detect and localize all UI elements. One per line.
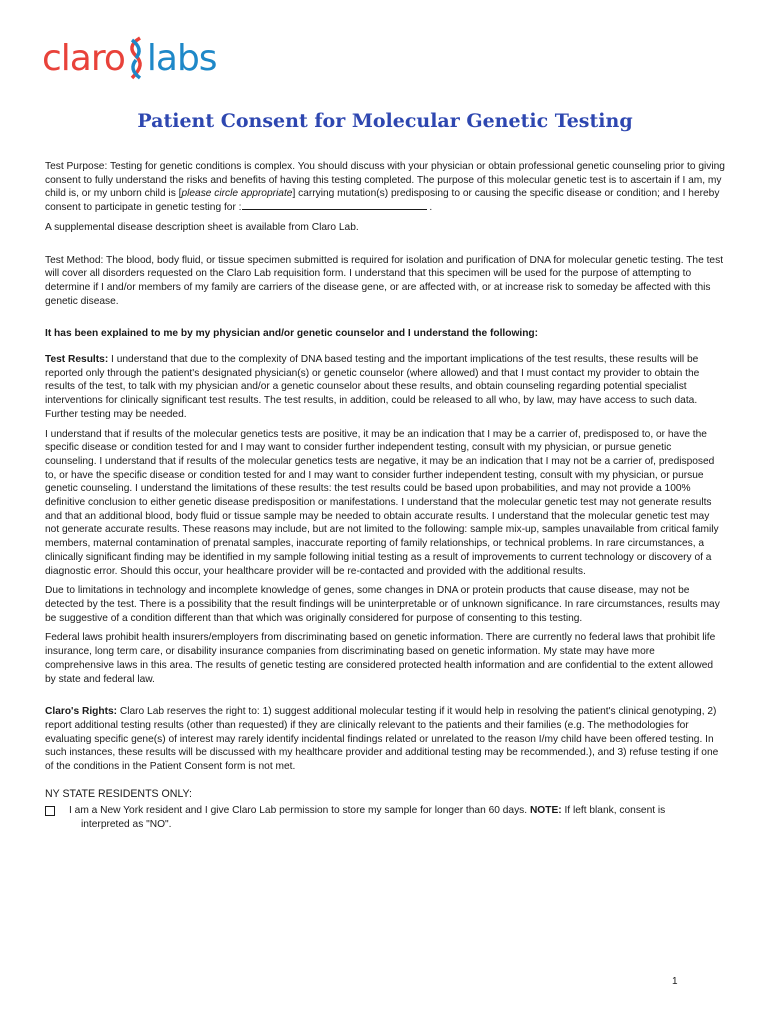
claro-rights-label: Claro's Rights: — [45, 706, 118, 718]
test-method-label: Test Method: — [45, 254, 104, 266]
page-number: 1 — [672, 976, 678, 987]
note-label: NOTE: — [529, 805, 562, 817]
ny-consent-text: I am a New York resident and I give Claro Lab permission to store my sample for longer than 60 days. NOTE: If left blank, consent is interpreted as "NO". — [69, 805, 666, 831]
limitations-paragraph: Due to limitations in technology and incomplete knowledge of genes, some changes in DNA or protein products that cause disease, may not be detected by the test. There is a possibility that the result findings will be uninterpretable or of unknown significance. In rare circumstances, results may be suggestive of a condition different than that which was originally considered for purpose of consenting to this testing. — [45, 585, 720, 624]
explained-heading: It has been explained to me by my physician and/or genetic counselor and I understand the following: — [45, 328, 539, 340]
logo-labs-text: labs — [146, 37, 217, 79]
ny-consent-checkbox[interactable] — [45, 806, 55, 816]
ny-consent-row — [45, 804, 725, 831]
dna-helix-icon — [128, 36, 144, 80]
federal-laws-paragraph: Federal laws prohibit health insurers/employers from discriminating based on genetic information. There are currently no federal laws that prohibit life insurance, long term care, or disability insurance companies from discriminating based on genetic information. My state may have more comprehensive laws in this area. The results of genetic testing are considered protected health information and are confidential to the extent allowed by state and federal law. — [45, 632, 716, 685]
supplemental-note: A supplemental disease description sheet is available from Claro Lab. — [45, 221, 359, 233]
logo-claro-text: claro — [42, 37, 125, 79]
test-purpose-paragraph: Test Purpose: Testing for genetic conditions is complex. You should discuss with your physician or obtain professional genetic counseling prior to giving consent to fully understand the risks and benefits of having this testing completed. The purpose of this molecular genetic test is to ascertain if I am, my child is, or my unborn child is [please circle appropriate] carrying mutation(s) predisposing to or causing the specific disease or condition; and I hereby consent to participate in genetic testing for : . — [45, 161, 725, 214]
test-purpose-label: Test Purpose — [45, 161, 105, 172]
test-results-paragraph: Test Results: I understand that due to the complexity of DNA based testing and the important implications of the test results, these results will be reported only through the patient's designated physician(s) or genetic counselor (where allowed) and that I must contact my provider to obtain the results of the test, to talk with my physician and/or a genetic counselor about these results, and obtain counseling regarding potential specialist interventions for clinically significant test results. The test results, in addition, could be released to all who, by law, may have access to such data. Further testing may be needed. — [45, 354, 700, 420]
document-title: Patient Consent for Molecular Genetic Testing — [137, 110, 633, 132]
test-results-label: Test Results: — [45, 354, 109, 366]
test-method-paragraph: Test Method: The blood, body fluid, or tissue specimen submitted is required for isolation and purification of DNA for molecular genetic testing. The test will cover all disorders requested on the Claro Lab requisition form. I understand that this specimen will be used for the purpose of attempting to determine if I and/or members of my family are carriers of the disease gene, or are affected with, or at increase risk to someday be affected with this genetic disease. — [45, 254, 724, 307]
claro-labs-logo — [42, 34, 217, 82]
claro-rights-paragraph: Claro's Rights: Claro Lab reserves the right to: 1) suggest additional molecular testing if it would help in resolving the patient's clinical genotyping, 2) report additional testing results (other than requested) if they are clinically relevant to the patients and their families (e.g. The methodologies for evaluating specific gene(s) of interest may rarely identify incidental findings related or unrelated to the reason I/my child have been offered testing. In such instances, these results will be discussed with my healthcare provider and additional testing may be recommended.), and 3) refuse testing if one of the conditions in the Patient Consent form is not met. — [45, 706, 719, 773]
consent-body — [45, 160, 725, 832]
results-interpretation-paragraph: I understand that if results of the molecular genetics tests are positive, it may be an indication that I may be a carrier of, predisposed to, or have the specific disease or condition tested for and I may want to consider further independent testing, consult with my physician, or pursue genetic counseling. I understand that if results of the molecular genetics tests are negative, it may be an indication that I may not be a carrier of, predisposed to, or have the specific disease or condition tested for and I may want to consider further independent testing, consult with my physician, or pursue genetic counseling. I understand the limitations of these results: the test results could be based upon probabilities, and may not provide a 100% definitive conclusion to either genetic disease predisposition or manifestations. I understand that the molecular genetic test may not generate results and that an additional blood, body fluid or tissue sample may be needed to obtain accurate results. I understand that the molecular genetic test may not generate accurate results. These reasons may include, but are not limited to the following: sample mix-up, samples unavailable from critical family members, maternal contamination of prenatal samples, inaccurate reporting of family relationships, or technical problems. In rare circumstances, a clinically significant finding may be identified in my sample following initial testing as a result of improvements to current technology or discovery of a diagnostic error. Should this occur, your healthcare provider will be re-contacted and provided with the additional results. — [45, 428, 719, 577]
genetic-testing-blank-field[interactable] — [242, 201, 427, 210]
circle-instruction: please circle appropriate — [181, 188, 293, 200]
ny-residents-heading: NY STATE RESIDENTS ONLY: — [45, 787, 192, 800]
